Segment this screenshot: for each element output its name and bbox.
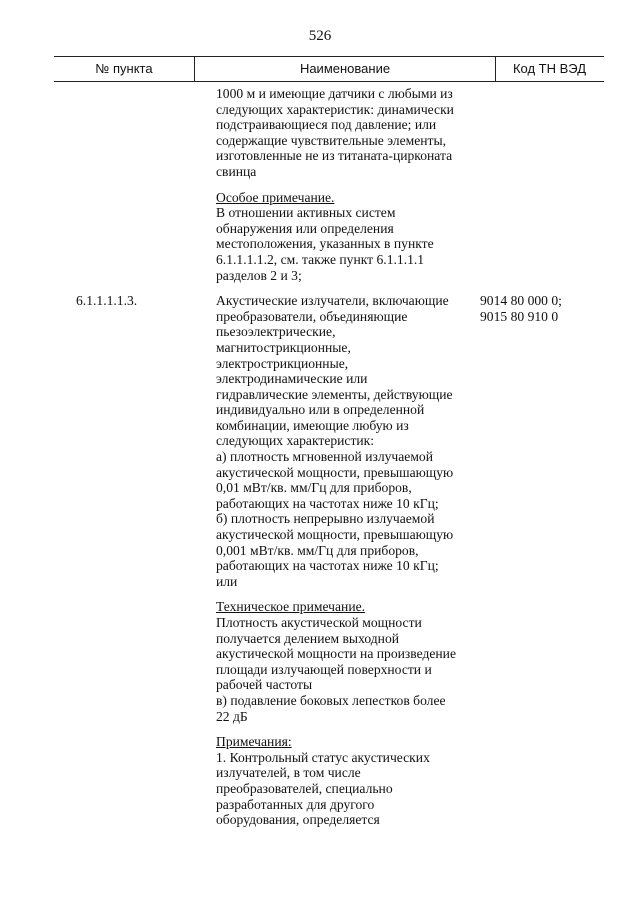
header-number-column: № пункта	[95, 61, 153, 76]
text-line: акустической мощности на произведение	[216, 646, 456, 662]
text-line: а) плотность мгновенной излучаемой	[216, 449, 434, 465]
continuation-text	[216, 86, 466, 180]
text-line: в) подавление боковых лепестков более	[216, 692, 446, 708]
table-body	[0, 86, 640, 828]
table-header	[54, 56, 604, 82]
text-line: следующих характеристик:	[216, 433, 375, 449]
text-line: В отношении активных систем	[216, 205, 396, 221]
special-note-title: Особое примечание.	[216, 189, 335, 205]
text-line: преобразователи, объединяющие	[216, 308, 408, 324]
text-line: получается делением выходной	[216, 630, 400, 646]
header-code-column: Код ТН ВЭД	[512, 61, 587, 76]
item-description	[216, 293, 466, 589]
text-line: электрострикционные,	[216, 355, 349, 371]
text-line: 22 дБ	[216, 708, 248, 724]
text-line: индивидуально или в определенной	[216, 402, 425, 418]
text-line: работающих на частотах ниже 10 кГц;	[216, 558, 439, 574]
text-line: подстраивающиеся под давление; или	[216, 117, 437, 133]
text-line: акустической мощности, превышающую	[216, 527, 454, 543]
text-line: 6.1.1.1.1.2, см. также пункт 6.1.1.1.1	[216, 251, 425, 267]
notes-row	[0, 734, 640, 828]
item-codes	[480, 293, 610, 324]
text-line: содержащие чувствительные элементы,	[216, 132, 447, 148]
text-line: 0,01 мВт/кв. мм/Гц для приборов,	[216, 480, 412, 496]
special-note	[216, 190, 466, 284]
technical-note-row	[0, 599, 640, 724]
text-line: работающих на частотах ниже 10 кГц;	[216, 495, 439, 511]
text-line: изготовленные не из титаната-цирконата	[216, 148, 453, 164]
notes-title: Примечания:	[216, 734, 292, 750]
continuation-row	[0, 86, 640, 180]
text-line: свинца	[216, 163, 257, 179]
text-line: пьезоэлектрические,	[216, 324, 336, 340]
item-row	[0, 293, 640, 589]
text-line: акустической мощности, превышающую	[216, 464, 454, 480]
text-line: следующих характеристик: динамически	[216, 101, 454, 117]
text-line: или	[216, 573, 238, 589]
text-line: 0,001 мВт/кв. мм/Гц для приборов,	[216, 542, 419, 558]
text-line: Плотность акустической мощности	[216, 615, 422, 630]
page-number: 526	[308, 28, 332, 44]
text-line: Акустические излучатели, включающие	[216, 293, 449, 309]
text-line: местоположения, указанных в пункте	[216, 236, 434, 252]
special-note-row	[0, 190, 640, 284]
text-line: обнаружения или определения	[216, 220, 394, 236]
text-line: 1. Контрольный статус акустических	[216, 749, 430, 765]
text-line: комбинации, имеющие любую из	[216, 417, 409, 433]
text-line: электродинамические или	[216, 371, 368, 387]
text-line: оборудования, определяется	[216, 812, 380, 828]
code-line: 9015 80 910 0	[480, 308, 559, 324]
code-line: 9014 80 000 0;	[480, 293, 562, 309]
text-line: излучателей, в том числе	[216, 765, 361, 781]
text-line: 1000 м и имеющие датчики с любыми из	[216, 86, 453, 101]
text-line: рабочей частоты	[216, 677, 313, 693]
text-line: гидравлические элементы, действующие	[216, 386, 453, 402]
text-line: разделов 2 и 3;	[216, 267, 302, 283]
header-name-column: Наименование	[194, 57, 496, 81]
technical-note	[216, 599, 466, 724]
text-line: площади излучающей поверхности и	[216, 661, 432, 677]
technical-note-title: Техническое примечание.	[216, 599, 366, 615]
text-line: преобразователей, специально	[216, 780, 393, 796]
notes	[216, 734, 466, 828]
text-line: б) плотность непрерывно излучаемой	[216, 511, 435, 527]
text-line: магнитострикционные,	[216, 339, 351, 355]
item-number: 6.1.1.1.1.3.	[76, 293, 138, 309]
text-line: разработанных для другого	[216, 796, 375, 812]
